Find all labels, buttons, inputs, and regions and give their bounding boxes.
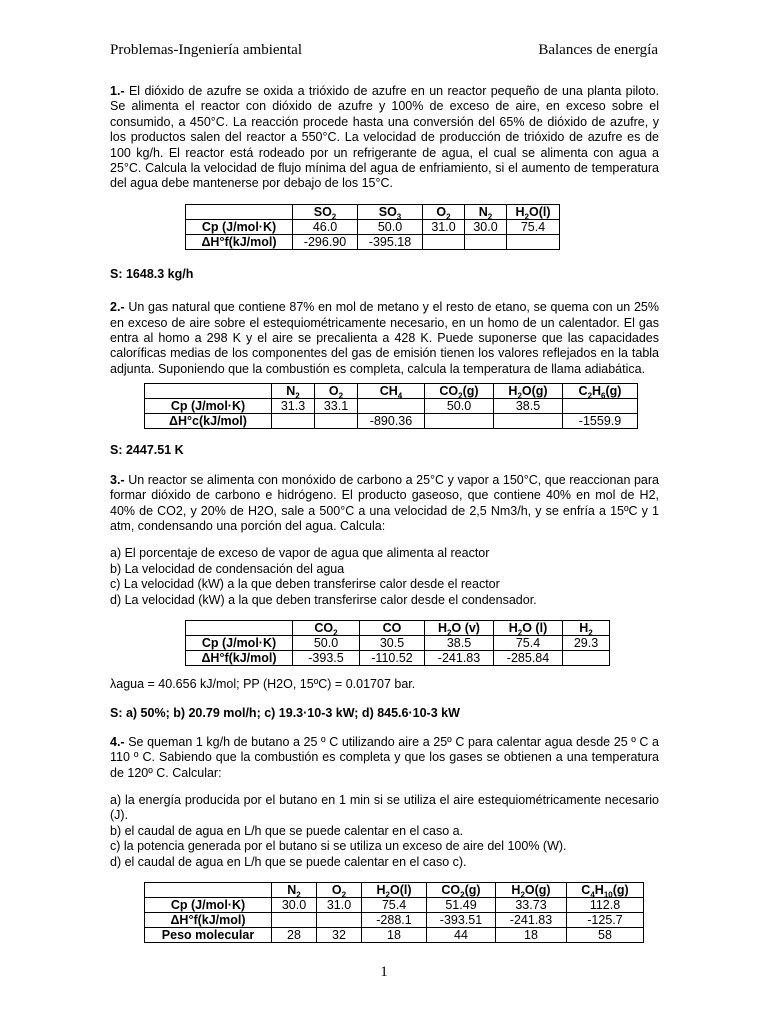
problem-3-table — [185, 620, 610, 666]
table-cell: -296.90 — [293, 234, 358, 249]
page-header — [110, 42, 658, 59]
table-header-cell: $H_2O(g)$ — [496, 883, 567, 898]
table-cell: -285.84 — [494, 650, 563, 665]
table-row-label: ΔH°f(kJ/mol) — [186, 650, 293, 665]
table-row — [186, 650, 610, 665]
table-header-cell: $H_2O(l)$ — [507, 204, 560, 219]
problem-3-number: 3.- — [110, 472, 125, 487]
table-cell — [272, 913, 317, 928]
table-row-label: Peso molecular — [145, 928, 272, 943]
table-row — [186, 234, 560, 249]
table-row-label: Cp (J/mol·K) — [186, 219, 293, 234]
table-header-row — [145, 883, 644, 898]
table-cell — [465, 234, 507, 249]
table-header-cell: $H_2$ — [563, 620, 610, 635]
table-row — [145, 898, 644, 913]
table-cell: 50.0 — [358, 219, 423, 234]
table-cell — [425, 414, 494, 429]
table-cell: -288.1 — [362, 913, 427, 928]
table-cell: 18 — [496, 928, 567, 943]
table-cell — [563, 399, 638, 414]
table-cell: 58 — [567, 928, 644, 943]
problem-2-solution: S: 2447.51 K — [110, 443, 184, 458]
table-cell: -241.83 — [425, 650, 494, 665]
table-cell: 44 — [427, 928, 496, 943]
list-item: a) El porcentaje de exceso de vapor de agua que alimenta al reactor — [110, 546, 490, 561]
table-cell: 32 — [317, 928, 362, 943]
problem-1-solution: S: 1648.3 kg/h — [110, 266, 194, 281]
header-right: Balances de energía — [538, 42, 658, 58]
table-row-label: ΔH°f(kJ/mol) — [186, 234, 293, 249]
header-left: Problemas-Ingeniería ambiental — [110, 42, 303, 58]
table-row-label: Cp (J/mol·K) — [145, 399, 272, 414]
table-row-label: Cp (J/mol·K) — [186, 635, 293, 650]
problem-3-solution: S: a) 50%; b) 20.79 mol/h; c) 19.3·10-3 kW; d) 845.6·10-3 kW — [110, 706, 460, 721]
problem-1-table — [185, 204, 560, 250]
problem-3-questions — [110, 546, 659, 608]
problem-4-number: 4.- — [110, 734, 125, 749]
list-item: c) la potencia generada por el butano si se utiliza un exceso de aire del 100% (W). — [110, 839, 567, 854]
table-header-cell: $CO_2(g)$ — [427, 883, 496, 898]
table-row-label: Cp (J/mol·K) — [145, 898, 272, 913]
table-header-cell: $C_2H_6(g)$ — [563, 384, 638, 399]
table-header-row — [186, 204, 560, 219]
problem-4-questions — [110, 793, 659, 870]
table-cell — [494, 414, 563, 429]
table-header-cell: CO — [360, 620, 425, 635]
document-body — [110, 84, 659, 943]
table-cell: -393.5 — [293, 650, 360, 665]
table-cell: 28 — [272, 928, 317, 943]
table-cell: -1559.9 — [563, 414, 638, 429]
table-header-cell: $H_2O(l)$ — [362, 883, 427, 898]
list-item: d) el caudal de agua en L/h que se puede calentar en el caso c). — [110, 854, 467, 869]
problem-4-table — [144, 882, 644, 943]
table-cell — [423, 234, 465, 249]
problem-4-text — [110, 735, 659, 781]
table-row — [186, 219, 560, 234]
table-cell — [358, 399, 425, 414]
table-cell: -125.7 — [567, 913, 644, 928]
table-cell: 29.3 — [563, 635, 610, 650]
table-cell: 31.0 — [423, 219, 465, 234]
table-cell: 46.0 — [293, 219, 358, 234]
problem-4-statement: Se queman 1 kg/h de butano a 25 º C utilizando aire a 25º C para calentar agua desde 25 º C a 110 º C. Sabiendo que la combustión es completa y que los gases se obtienen a una temperatura de 120º C. Calcular: — [110, 734, 659, 780]
table-header-cell: $SO_3$ — [358, 204, 423, 219]
table-row — [145, 414, 638, 429]
table-cell — [563, 650, 610, 665]
table-header-cell: $N_2$ — [465, 204, 507, 219]
table-cell: 75.4 — [362, 898, 427, 913]
table-cell — [272, 414, 315, 429]
table-row — [145, 928, 644, 943]
table-row — [145, 913, 644, 928]
table-cell: 30.0 — [272, 898, 317, 913]
table-cell: 51.49 — [427, 898, 496, 913]
table-header-row — [145, 384, 638, 399]
table-cell: 31.3 — [272, 399, 315, 414]
table-row-label: ΔH°c(kJ/mol) — [145, 414, 272, 429]
table-cell: 18 — [362, 928, 427, 943]
table-header-cell: $H_2O$ (l) — [494, 620, 563, 635]
problem-1-number: 1.- — [110, 84, 125, 98]
table-cell: -395.18 — [358, 234, 423, 249]
table-header-cell: $CO_2(g)$ — [425, 384, 494, 399]
table-cell: 38.5 — [494, 399, 563, 414]
table-header-cell — [186, 620, 293, 635]
table-cell: 38.5 — [425, 635, 494, 650]
problem-2-text — [110, 300, 659, 377]
table-cell — [317, 913, 362, 928]
table-header-cell: $SO_2$ — [293, 204, 358, 219]
table-header-cell: $O_2$ — [315, 384, 358, 399]
page-number: 1 — [380, 964, 388, 980]
table-header-row — [186, 620, 610, 635]
table-header-cell: $H_2O$ (v) — [425, 620, 494, 635]
list-item: a) la energía producida por el butano en 1 min si se utiliza el aire estequiométricamente necesario (J). — [110, 792, 659, 823]
list-item: c) La velocidad (kW) a la que deben transferirse calor desde el reactor — [110, 577, 500, 592]
table-cell: 33.73 — [496, 898, 567, 913]
problem-3-note: λagua = 40.656 kJ/mol; PP (H2O, 15ºC) = 0.01707 bar. — [110, 676, 416, 691]
table-header-cell: $H_2O(g)$ — [494, 384, 563, 399]
table-cell: 30.5 — [360, 635, 425, 650]
problem-2-table — [144, 383, 638, 429]
table-header-cell: $N_2$ — [272, 384, 315, 399]
table-header-cell: $CH_4$ — [358, 384, 425, 399]
list-item: d) La velocidad (kW) a la que deben transferirse calor desde el condensador. — [110, 592, 537, 607]
table-cell: 50.0 — [293, 635, 360, 650]
table-cell: -890.36 — [358, 414, 425, 429]
table-row — [145, 399, 638, 414]
problem-2-statement: Un gas natural que contiene 87% en mol de metano y el resto de etano, se quema con un 25% en exceso de aire sobre el estequiométricamente necesario, en un homo de un calentador. El gas entra al homo a 298 K y el aire se precalienta a 428 K. Puede suponerse que las capacidades caloríficas medias de los componentes del gas de emisión tienen los valores reflejados en la tabla adjunta. Suponiendo que la combustión es completa, calcula la temperatura de llama adiabática. — [110, 300, 659, 376]
table-cell: 75.4 — [494, 635, 563, 650]
table-cell: -393.51 — [427, 913, 496, 928]
table-header-cell: $C_4H_{10}(g)$ — [567, 883, 644, 898]
table-cell: 31.0 — [317, 898, 362, 913]
table-row-label: ΔH°f(kJ/mol) — [145, 913, 272, 928]
table-header-cell: $O_2$ — [317, 883, 362, 898]
table-header-cell: $O_2$ — [423, 204, 465, 219]
table-header-cell — [145, 883, 272, 898]
table-cell: 30.0 — [465, 219, 507, 234]
table-cell: -241.83 — [496, 913, 567, 928]
table-header-cell — [145, 384, 272, 399]
problem-1-text — [110, 84, 659, 192]
table-cell: 75.4 — [507, 219, 560, 234]
table-header-cell: $N_2$ — [272, 883, 317, 898]
problem-3-text — [110, 473, 659, 535]
table-cell — [315, 414, 358, 429]
problem-1-statement: El dióxido de azufre se oxida a trióxido de azufre en un reactor pequeño de una planta piloto. Se alimenta el reactor con dióxido de azufre y 100% de exceso de aire, en exceso sobre el consumido, a 450°C. La reacción procede hasta una conversión del 65% de dióxido de azufre, y los productos salen del reactor a 550°C. La velocidad de producción de trióxido de azufre es de 100 kg/h. El reactor está rodeado por un refrigerante de agua, el cual se alimenta con agua a 25°C. Calcula la velocidad de flujo mínima del agua de enfriamiento, si el aumento de temperatura del agua debe mantenerse por debajo de los 15°C. — [110, 84, 660, 191]
table-cell: 50.0 — [425, 399, 494, 414]
table-header-cell: $CO_2$ — [293, 620, 360, 635]
table-cell: -110.52 — [360, 650, 425, 665]
list-item: b) el caudal de agua en L/h que se puede calentar en el caso a. — [110, 823, 464, 838]
table-cell — [507, 234, 560, 249]
table-cell: 112.8 — [567, 898, 644, 913]
problem-2-number: 2.- — [110, 300, 125, 315]
table-header-cell — [186, 204, 293, 219]
table-cell: 33.1 — [315, 399, 358, 414]
table-row — [186, 635, 610, 650]
problem-3-statement: Un reactor se alimenta con monóxido de carbono a 25°C y vapor a 150°C, que reaccionan para formar dióxido de carbono e hidrógeno. El producto gaseoso, que contiene 40% en mol de H2, 40% de CO2, y 20% de H2O, sale a 500°C a una velocidad de 2,5 Nm3/h, y se enfría a 15ºC y 1 atm, condensando una porción del agua. Calcula: — [110, 472, 659, 533]
list-item: b) La velocidad de condensación del agua — [110, 561, 345, 576]
